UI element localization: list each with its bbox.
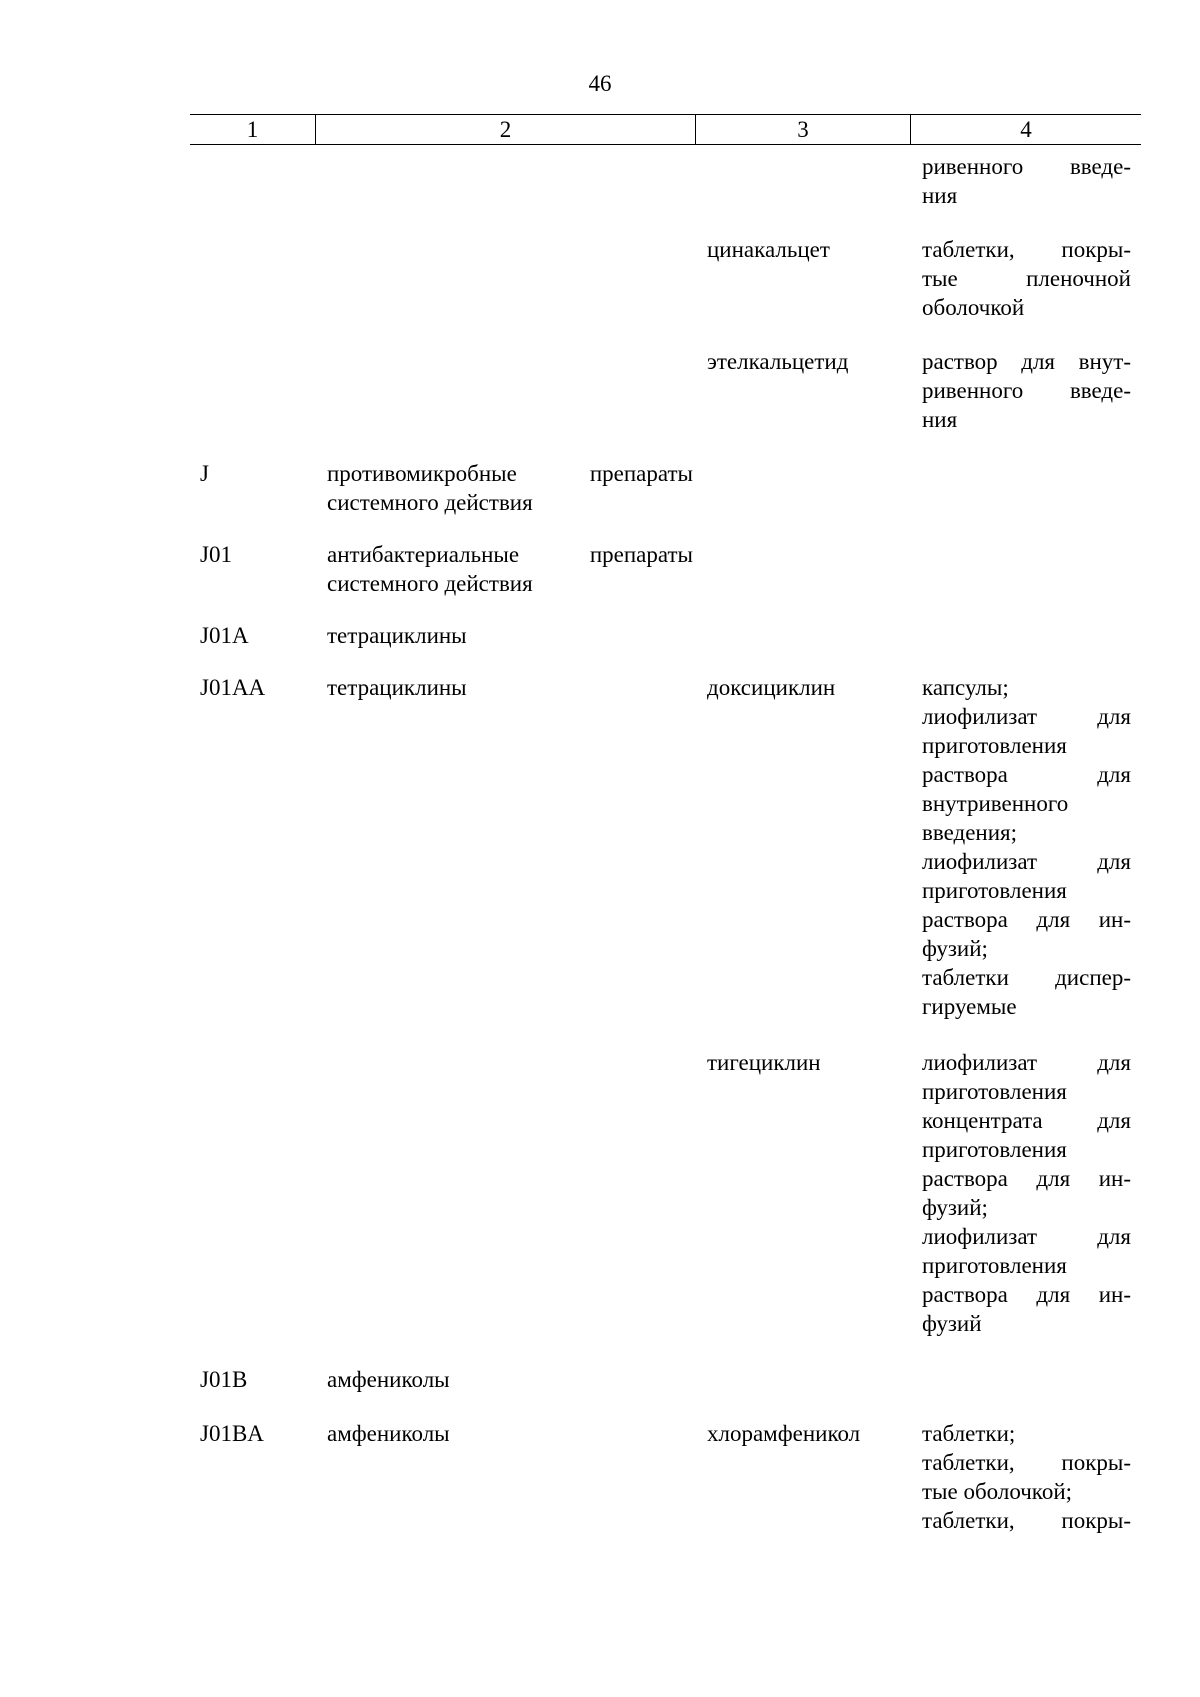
drug-name-cell: тигециклин [707,1050,821,1075]
dosage-form-cell [910,152,1141,210]
table-row [190,235,1141,322]
atc-code-cell: J01B [200,1367,248,1392]
form-word: покры- [1061,237,1131,262]
group-word: противомикробные [327,461,517,486]
form-word: раствора [922,1166,1008,1191]
form-word: диспер- [1055,965,1131,990]
form-word: введе- [1069,378,1131,403]
dosage-form-cell [910,1419,1141,1535]
group-line: амфениколы [327,1421,450,1446]
group-line: системного действия [327,571,533,596]
form-word: пленочной [1026,266,1131,291]
group-word: антибактериальные [327,542,520,567]
atc-code-cell: J01BA [200,1421,264,1446]
form-word: таблетки [922,965,1009,990]
form-word: введе- [1069,154,1131,179]
form-word: покры- [1061,1450,1131,1475]
form-word: покры- [1061,1508,1131,1533]
group-word: препараты [589,542,693,567]
anatomical-therapeutic-group-cell [315,1365,695,1394]
form-line [922,1448,1131,1477]
form-word: внут- [1078,349,1131,374]
form-line [922,235,1131,264]
form-word: таблетки, [922,237,1015,262]
form-line: гируемые [922,994,1017,1019]
form-line [922,905,1131,934]
table-row [190,459,1141,517]
form-line [922,1222,1131,1251]
atc-code-cell: J01A [200,623,249,648]
form-line [922,264,1131,293]
group-word: препараты [589,461,693,486]
column-header-3: 3 [695,115,910,144]
form-line: ния [922,183,958,208]
form-word: лиофилизат [922,1224,1038,1249]
table-row [190,1419,1141,1535]
form-word: раствора [922,907,1008,932]
group-line [327,540,693,569]
form-word: таблетки, [922,1450,1015,1475]
form-line [922,702,1131,731]
form-line: фузий [922,1311,982,1336]
form-line [922,1506,1131,1535]
form-word: концентрата [922,1108,1043,1133]
group-line: тетрациклины [327,623,467,648]
group-line: системного действия [327,490,533,515]
drug-name-cell: цинакальцет [707,237,830,262]
form-word: ривенного [922,154,1024,179]
form-word: для [1097,1108,1131,1133]
form-line: таблетки; [922,1421,1016,1446]
atc-code-cell: J [200,461,209,486]
form-line: тые оболочкой; [922,1479,1073,1504]
form-line [922,152,1131,181]
form-line: фузий; [922,1195,988,1220]
column-header-4: 4 [910,115,1141,144]
form-word: для [1097,762,1131,787]
form-word: для [1036,1166,1071,1191]
dosage-form-cell [910,1048,1141,1338]
form-word: для [1097,849,1131,874]
form-word: для [1036,1282,1071,1307]
table-row [190,673,1141,1021]
page-number: 46 [588,71,612,96]
form-line: капсулы; [922,675,1009,700]
form-word: таблетки, [922,1508,1015,1533]
form-word: для [1097,704,1131,729]
form-word: ривенного [922,378,1024,403]
form-line: приготовления [922,1253,1067,1278]
table-row [190,1365,1141,1394]
form-word: раствора [922,1282,1008,1307]
form-line: введения; [922,820,1017,845]
form-word: для [1036,907,1071,932]
form-line [922,376,1131,405]
form-line [922,1280,1131,1309]
form-line [922,963,1131,992]
form-line: оболочкой [922,295,1025,320]
table-row [190,540,1141,598]
group-line: амфениколы [327,1367,450,1392]
anatomical-therapeutic-group-cell [315,459,695,517]
form-line: приготовления [922,1137,1067,1162]
dosage-form-cell [910,347,1141,434]
form-word: ин- [1098,1282,1131,1307]
form-word: раствор [922,349,998,374]
form-word: раствора [922,762,1008,787]
form-line: приготовления [922,878,1067,903]
form-line: внутривенного [922,791,1069,816]
group-line [327,459,693,488]
form-line [922,1106,1131,1135]
form-line [922,760,1131,789]
anatomical-therapeutic-group-cell [315,1419,695,1448]
table-body [190,152,1141,1535]
form-line [922,847,1131,876]
drug-name-cell: доксициклин [707,675,836,700]
form-line: приготовления [922,733,1067,758]
form-word: для [1021,349,1056,374]
column-header-2: 2 [315,115,695,144]
table-row [190,621,1141,650]
drug-name-cell: хлорамфеникол [707,1421,861,1446]
group-line: тетрациклины [327,675,467,700]
table-row [190,347,1141,434]
form-word: ин- [1098,907,1131,932]
form-line: ния [922,407,958,432]
form-line: фузий; [922,936,988,961]
anatomical-therapeutic-group-cell [315,673,695,702]
form-word: лиофилизат [922,849,1038,874]
form-word: для [1097,1224,1131,1249]
column-header-1: 1 [246,117,259,142]
anatomical-therapeutic-group-cell [315,621,695,650]
atc-code-cell: J01AA [200,675,266,700]
form-line [922,1048,1131,1077]
form-word: лиофилизат [922,704,1038,729]
table-header-row [190,114,1141,145]
form-line [922,1164,1131,1193]
drug-name-cell: этелкальцетид [707,349,849,374]
form-word: ин- [1098,1166,1131,1191]
form-line: приготовления [922,1079,1067,1104]
form-word: тые [922,266,958,291]
anatomical-therapeutic-group-cell [315,540,695,598]
table-row [190,1048,1141,1338]
table-row [190,152,1141,210]
form-line [922,347,1131,376]
form-word: лиофилизат [922,1050,1038,1075]
atc-code-cell: J01 [200,542,232,567]
form-word: для [1097,1050,1131,1075]
dosage-form-cell [910,673,1141,1021]
dosage-form-cell [910,235,1141,322]
